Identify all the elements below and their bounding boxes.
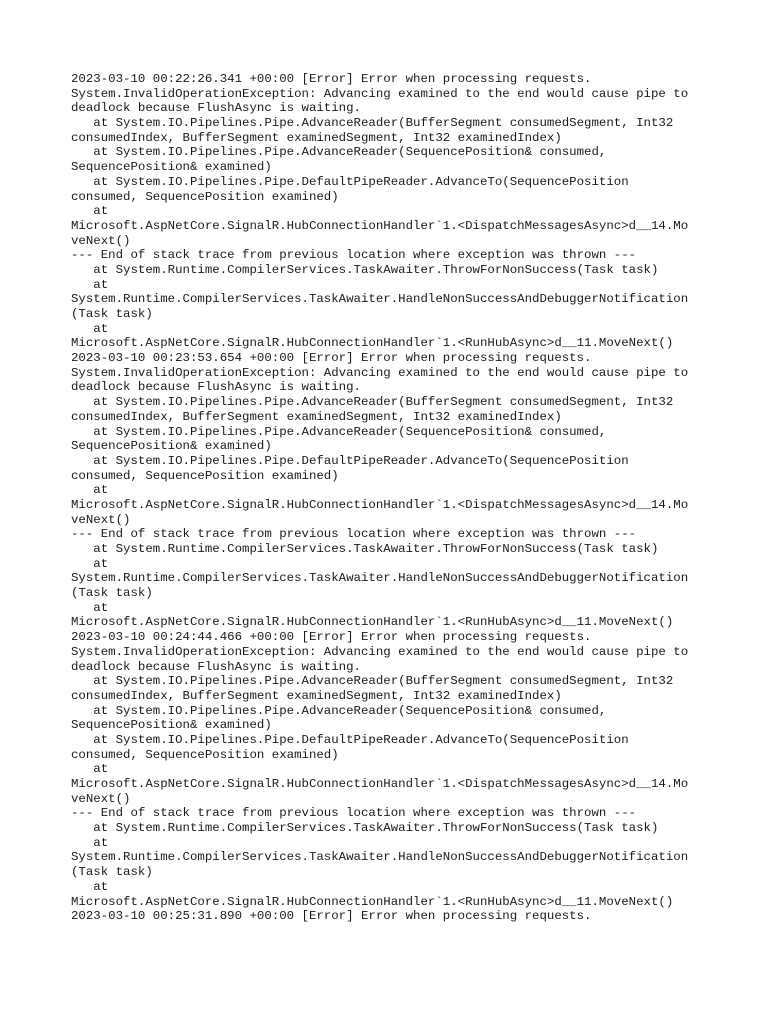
log-line: (Task task) [71, 307, 153, 321]
log-line: 2023-03-10 00:24:44.466 +00:00 [Error] Error when processing requests. [71, 630, 592, 645]
log-line: at System.IO.Pipelines.Pipe.AdvanceReader(BufferSegment consumedSegment, Int32 [71, 395, 674, 410]
log-line: Microsoft.AspNetCore.SignalR.HubConnectionHandler`1.<RunHubAsync>d__11.MoveNext() [71, 894, 674, 909]
log-line: Microsoft.AspNetCore.SignalR.HubConnectionHandler`1.<DispatchMessagesAsync>d__14.Mo [71, 218, 689, 233]
log-line: --- End of stack trace from previous location where exception was thrown --- [71, 806, 637, 821]
log-line: at [71, 321, 109, 336]
log-line: deadlock because FlushAsync is waiting. [71, 659, 361, 674]
log-line: 2023-03-10 00:23:53.654 +00:00 [Error] Error when processing requests. [71, 351, 592, 366]
log-line: at System.IO.Pipelines.Pipe.AdvanceReader(BufferSegment consumedSegment, Int32 [71, 116, 674, 131]
log-line: at [71, 600, 109, 615]
log-line: at [71, 204, 109, 219]
log-line: consumedIndex, BufferSegment examinedSegment, Int32 examinedIndex) [71, 130, 562, 145]
log-line: at System.IO.Pipelines.Pipe.AdvanceReader(SequencePosition& consumed, [71, 703, 607, 718]
log-line: at [71, 835, 109, 850]
log-line: veNext() [71, 791, 131, 806]
log-line: at [71, 556, 109, 571]
log-line: System.InvalidOperationException: Advancing examined to the end would cause pipe to [71, 365, 689, 380]
log-line: consumedIndex, BufferSegment examinedSegment, Int32 examinedIndex) [71, 688, 562, 703]
log-line: at System.IO.Pipelines.Pipe.DefaultPipeReader.AdvanceTo(SequencePosition [71, 174, 629, 189]
log-line: deadlock because FlushAsync is waiting. [71, 380, 361, 395]
log-line: Microsoft.AspNetCore.SignalR.HubConnectionHandler`1.<DispatchMessagesAsync>d__14.Mo [71, 777, 689, 791]
log-line: System.Runtime.CompilerServices.TaskAwaiter.HandleNonSuccessAndDebuggerNotification [71, 292, 689, 307]
log-line: consumedIndex, BufferSegment examinedSegment, Int32 examinedIndex) [71, 409, 562, 424]
log-line: at [71, 762, 109, 777]
log-line: 2023-03-10 00:22:26.341 +00:00 [Error] Error when processing requests. [71, 72, 592, 86]
log-line: at [71, 277, 109, 292]
log-line: 2023-03-10 00:25:31.890 +00:00 [Error] Error when processing requests. [71, 909, 592, 924]
log-line: SequencePosition& examined) [71, 160, 272, 175]
log-line: System.Runtime.CompilerServices.TaskAwaiter.HandleNonSuccessAndDebuggerNotification [71, 850, 689, 865]
log-line: at System.Runtime.CompilerServices.TaskAwaiter.ThrowForNonSuccess(Task task) [71, 542, 659, 556]
log-line: at System.IO.Pipelines.Pipe.DefaultPipeReader.AdvanceTo(SequencePosition [71, 453, 629, 468]
log-line: at System.IO.Pipelines.Pipe.AdvanceReader(SequencePosition& consumed, [71, 424, 607, 439]
log-line: at System.IO.Pipelines.Pipe.AdvanceReader(BufferSegment consumedSegment, Int32 [71, 674, 674, 689]
log-line: System.Runtime.CompilerServices.TaskAwaiter.HandleNonSuccessAndDebuggerNotification [71, 571, 689, 586]
log-line: consumed, SequencePosition examined) [71, 189, 339, 204]
log-line: Microsoft.AspNetCore.SignalR.HubConnectionHandler`1.<RunHubAsync>d__11.MoveNext() [71, 615, 674, 630]
log-line: System.InvalidOperationException: Advancing examined to the end would cause pipe to [71, 644, 689, 659]
log-line: veNext() [71, 512, 131, 527]
log-line: at [71, 879, 109, 894]
log-line: deadlock because FlushAsync is waiting. [71, 101, 361, 116]
log-line: at [71, 483, 109, 498]
log-line: at System.Runtime.CompilerServices.TaskAwaiter.ThrowForNonSuccess(Task task) [71, 262, 659, 277]
log-line: --- End of stack trace from previous location where exception was thrown --- [71, 248, 637, 263]
log-line: consumed, SequencePosition examined) [71, 468, 339, 483]
log-line: (Task task) [71, 865, 153, 880]
log-line: SequencePosition& examined) [71, 439, 272, 454]
log-line: System.InvalidOperationException: Advancing examined to the end would cause pipe to [71, 86, 689, 101]
log-line: Microsoft.AspNetCore.SignalR.HubConnectionHandler`1.<DispatchMessagesAsync>d__14.Mo [71, 497, 689, 512]
log-document [71, 72, 711, 924]
log-line: at System.IO.Pipelines.Pipe.AdvanceReader(SequencePosition& consumed, [71, 145, 607, 160]
log-line: Microsoft.AspNetCore.SignalR.HubConnectionHandler`1.<RunHubAsync>d__11.MoveNext() [71, 336, 674, 351]
log-line: at System.Runtime.CompilerServices.TaskAwaiter.ThrowForNonSuccess(Task task) [71, 821, 659, 836]
log-line: veNext() [71, 233, 131, 248]
log-line: --- End of stack trace from previous location where exception was thrown --- [71, 527, 637, 542]
log-line: SequencePosition& examined) [71, 718, 272, 733]
log-line: at System.IO.Pipelines.Pipe.DefaultPipeReader.AdvanceTo(SequencePosition [71, 732, 629, 747]
log-line: consumed, SequencePosition examined) [71, 747, 339, 762]
log-line: (Task task) [71, 586, 153, 601]
